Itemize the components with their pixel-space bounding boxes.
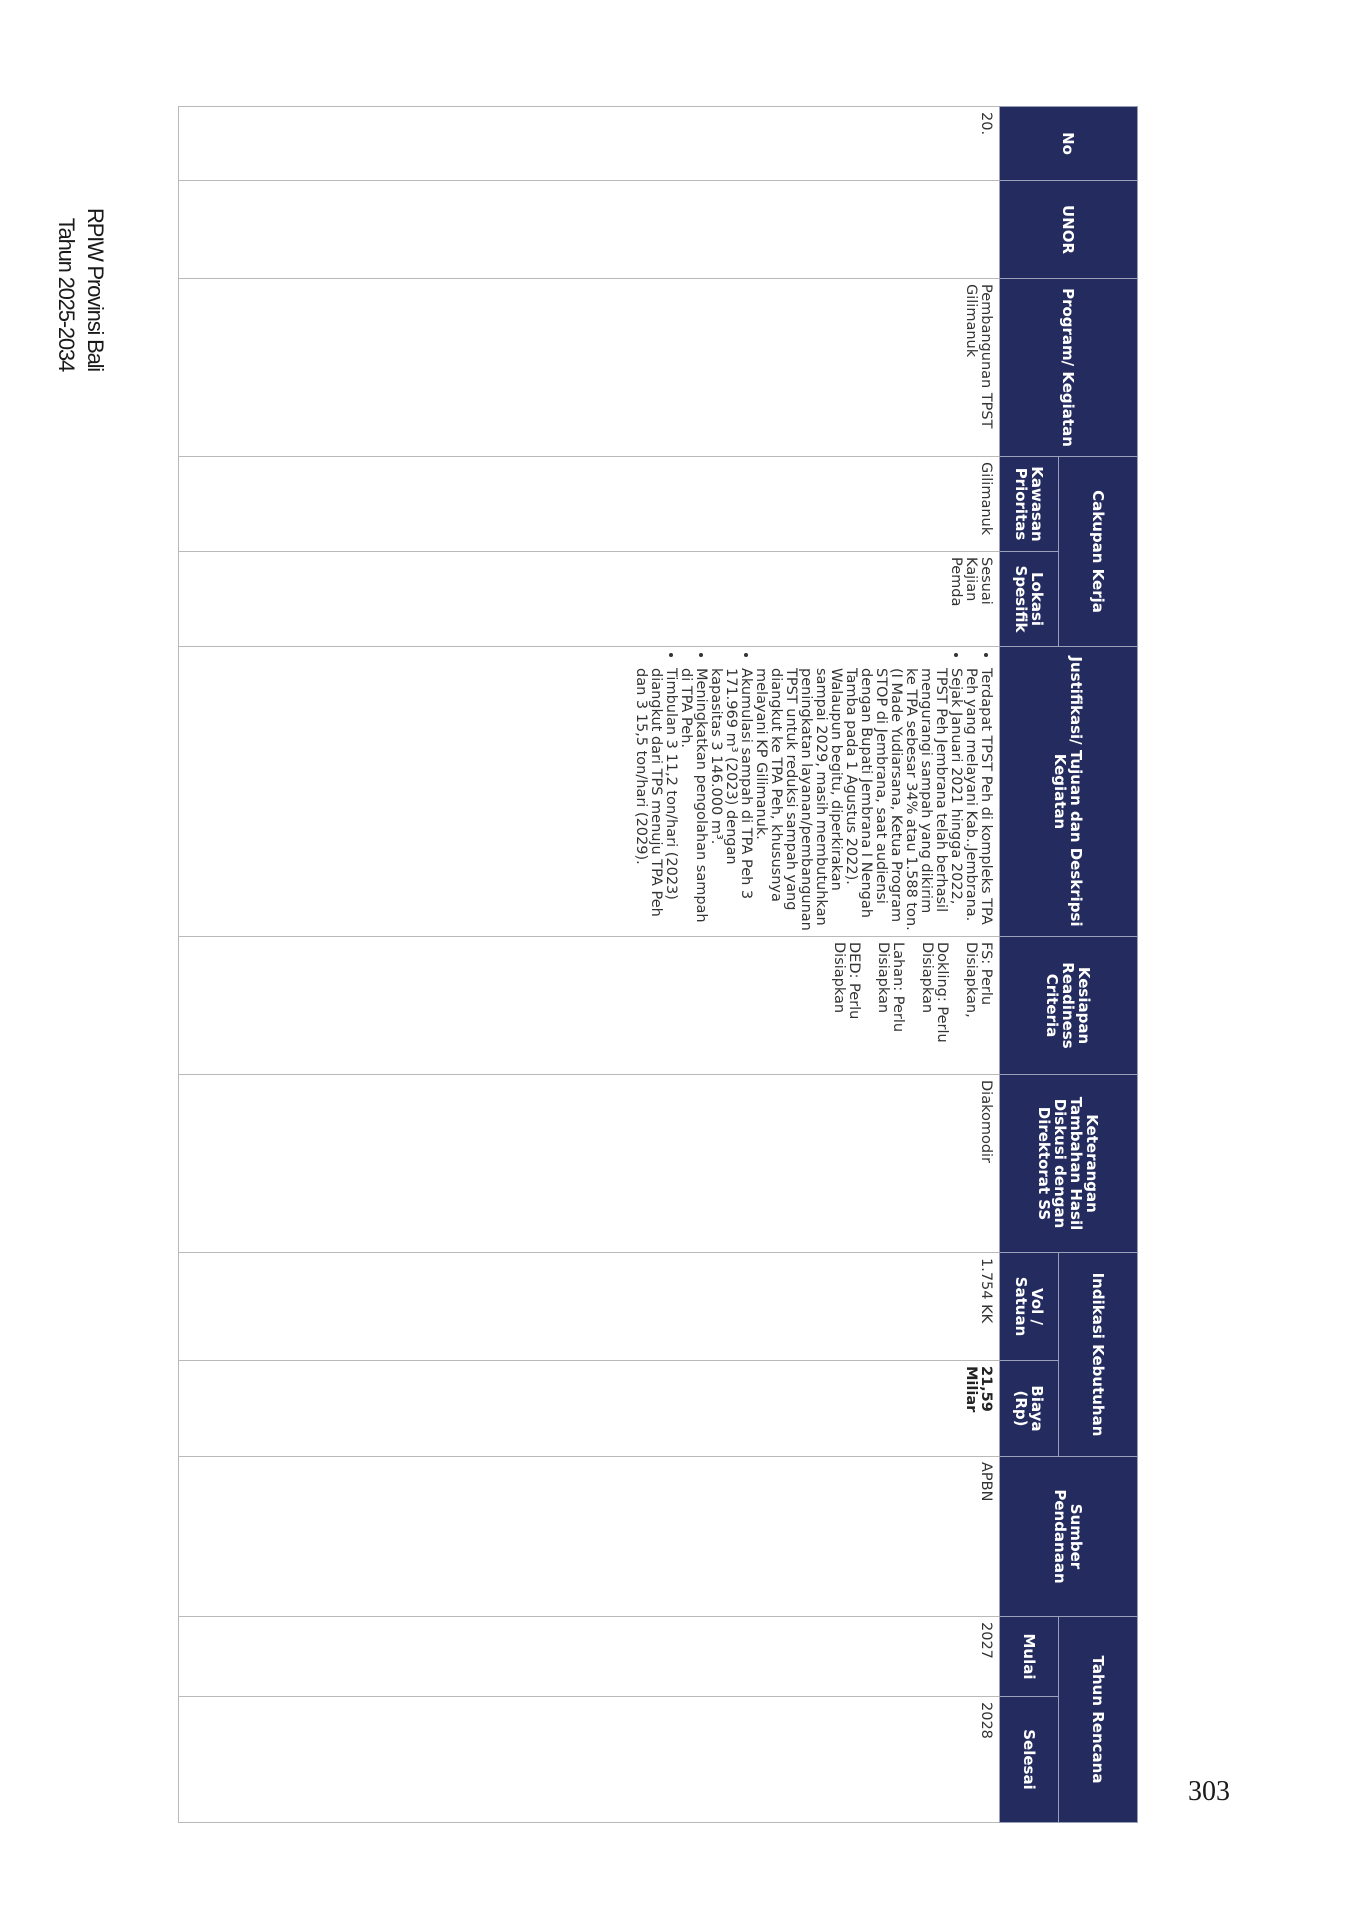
header-biaya: Biaya (Rp) <box>1000 1361 1059 1457</box>
program-table <box>178 106 1138 1823</box>
header-lokasi-spesifik: Lokasi Spesifik <box>1000 552 1059 647</box>
rotated-table-container <box>178 106 1138 1822</box>
header-tahun-rencana: Tahun Rencana <box>1059 1617 1138 1823</box>
page-number: 303 <box>1188 1776 1230 1807</box>
header-justifikasi: Justifikasi/ Tujuan dan Deskripsi Kegiatan <box>1000 647 1138 937</box>
header-vol-satuan: Vol / Satuan <box>1000 1253 1059 1361</box>
cell-justifikasi <box>179 647 1000 937</box>
cell-keterangan: Diakomodir <box>179 1075 1000 1253</box>
readiness-fs: FS: Perlu Disiapkan, <box>963 942 994 1018</box>
table-row <box>179 107 1000 1823</box>
header-kawasan-prioritas: Kawasan Prioritas <box>1000 457 1059 552</box>
cell-program: Pembangunan TPST Gilimanuk <box>179 279 1000 457</box>
cell-kawasan: Gilimanuk <box>179 457 1000 552</box>
cell-sumber: APBN <box>179 1457 1000 1617</box>
list-item: • Sejak Januari 2021 hingga 2022, TPST Peh Jembrana telah berhasil mengurangi sampah yang dikirim ke TPA sebesar 34% atau 1.588 ton. (I Made Yudiarsana, Ketua Program STOP di Jembrana, saat audiensi dengan Bupati Jembrana I Nengah Tamba pada 1 Agustus 2022). Walaupun begitu, diperkirakan sampai 2029, masih membutuhkan peningkatan layanan/pembangunan TPST untuk reduksi sampah yang diangkut ke TPA Peh, khususnya melayani KP Gilimanuk. <box>753 668 963 931</box>
readiness-dokling: Dokling: Perlu Disiapkan <box>919 942 950 1043</box>
cell-no: 20. <box>179 107 1000 181</box>
header-program: Program/ Kegiatan <box>1000 279 1138 457</box>
cell-mulai: 2027 <box>179 1617 1000 1697</box>
readiness-lahan: Lahan: Perlu Disiapkan <box>875 942 906 1033</box>
running-head-title: RPIW Provinsi Bali <box>83 208 108 371</box>
header-sumber-pendanaan: Sumber Pendanaan <box>1000 1457 1138 1617</box>
list-item: • Timbulan 3 11,2 ton/hari (2023) diangkut dari TPS menuju TPA Peh dan 3 15,5 ton/hari (2029). <box>633 668 678 931</box>
readiness-ded: DED: Perlu Disiapkan <box>831 942 862 1020</box>
header-selesai: Selesai <box>1000 1697 1059 1823</box>
header-keterangan: Keterangan Tambahan Hasil Diskusi dengan Direktorat SS <box>1000 1075 1138 1253</box>
header-unor: UNOR <box>1000 181 1138 279</box>
cell-biaya: 21,59 Miliar <box>179 1361 1000 1457</box>
header-no: No <box>1000 107 1138 181</box>
cell-unor <box>179 181 1000 279</box>
header-cakupan-kerja: Cakupan Kerja <box>1059 457 1138 647</box>
justifikasi-list <box>633 652 993 931</box>
running-head-period: Tahun 2025-2034 <box>54 217 79 371</box>
running-head <box>52 208 110 371</box>
cell-kesiapan <box>179 937 1000 1075</box>
list-item: • Akumulasi sampah di TPA Peh 3 171.969 m³ (2023) dengan kapasitas 3 146.000 m³. <box>708 668 753 931</box>
list-item: • Meningkatkan pengolahan sampah di TPA Peh. <box>678 668 708 931</box>
list-item: • Terdapat TPST Peh di kompleks TPA Peh yang melayani Kab..Jembrana. <box>963 668 993 931</box>
cell-vol: 1.754 KK <box>179 1253 1000 1361</box>
cell-selesai: 2028 <box>179 1697 1000 1823</box>
header-mulai: Mulai <box>1000 1617 1059 1697</box>
header-kesiapan: Kesiapan Readiness Criteria <box>1000 937 1138 1075</box>
header-indikasi-kebutuhan: Indikasi Kebutuhan <box>1059 1253 1138 1457</box>
cell-lokasi: Sesuai Kajian Pemda <box>179 552 1000 647</box>
